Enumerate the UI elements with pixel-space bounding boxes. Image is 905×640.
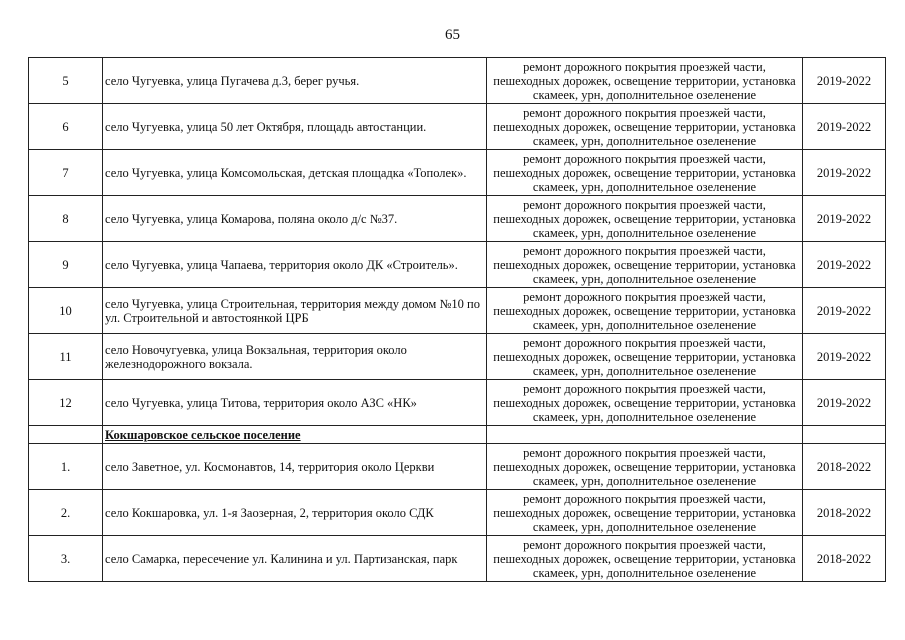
row-address: село Чугуевка, улица Пугачева д.3, берег ручья. bbox=[103, 58, 487, 104]
row-number: 11 bbox=[29, 334, 103, 380]
row-work: ремонт дорожного покрытия проезжей части, пешеходных дорожек, освещение территории, установка скамеек, урн, дополнительное озеленение bbox=[487, 490, 803, 536]
row-work: ремонт дорожного покрытия проезжей части, пешеходных дорожек, освещение территории, установка скамеек, урн, дополнительное озеленение bbox=[487, 444, 803, 490]
table-row bbox=[29, 242, 886, 288]
row-address: село Чугуевка, улица 50 лет Октября, площадь автостанции. bbox=[103, 104, 487, 150]
rows-block-a bbox=[29, 58, 886, 426]
row-work: ремонт дорожного покрытия проезжей части, пешеходных дорожек, освещение территории, установка скамеек, урн, дополнительное озеленение bbox=[487, 288, 803, 334]
row-period: 2018-2022 bbox=[803, 490, 886, 536]
row-number: 5 bbox=[29, 58, 103, 104]
row-address: село Чугуевка, улица Титова, территория около АЗС «НК» bbox=[103, 380, 487, 426]
row-address: село Новочугуевка, улица Вокзальная, территория около железнодорожного вокзала. bbox=[103, 334, 487, 380]
row-number: 10 bbox=[29, 288, 103, 334]
section-row bbox=[29, 426, 886, 444]
row-number: 12 bbox=[29, 380, 103, 426]
table-row bbox=[29, 444, 886, 490]
row-work: ремонт дорожного покрытия проезжей части, пешеходных дорожек, освещение территории, установка скамеек, урн, дополнительное озеленение bbox=[487, 536, 803, 582]
row-number: 7 bbox=[29, 150, 103, 196]
row-address: село Чугуевка, улица Чапаева, территория около ДК «Строитель». bbox=[103, 242, 487, 288]
table-row bbox=[29, 536, 886, 582]
row-work: ремонт дорожного покрытия проезжей части, пешеходных дорожек, освещение территории, установка скамеек, урн, дополнительное озеленение bbox=[487, 334, 803, 380]
row-number: 8 bbox=[29, 196, 103, 242]
page-number: 65 bbox=[445, 27, 460, 43]
row-period: 2018-2022 bbox=[803, 536, 886, 582]
row-address: село Чугуевка, улица Комсомольская, детская площадка «Тополек». bbox=[103, 150, 487, 196]
row-work: ремонт дорожного покрытия проезжей части, пешеходных дорожек, освещение территории, установка скамеек, урн, дополнительное озеленение bbox=[487, 58, 803, 104]
table-row bbox=[29, 334, 886, 380]
section-number-cell bbox=[29, 426, 103, 444]
row-address: село Чугуевка, улица Комарова, поляна около д/с №37. bbox=[103, 196, 487, 242]
table-row bbox=[29, 196, 886, 242]
row-period: 2019-2022 bbox=[803, 334, 886, 380]
row-work: ремонт дорожного покрытия проезжей части, пешеходных дорожек, освещение территории, установка скамеек, урн, дополнительное озеленение bbox=[487, 380, 803, 426]
table-row bbox=[29, 150, 886, 196]
section-title: Кокшаровское сельское поселение bbox=[103, 426, 487, 444]
table-row bbox=[29, 380, 886, 426]
row-address: село Самарка, пересечение ул. Калинина и ул. Партизанская, парк bbox=[103, 536, 487, 582]
section-work-cell bbox=[487, 426, 803, 444]
row-period: 2019-2022 bbox=[803, 380, 886, 426]
row-period: 2019-2022 bbox=[803, 150, 886, 196]
row-period: 2019-2022 bbox=[803, 242, 886, 288]
row-work: ремонт дорожного покрытия проезжей части, пешеходных дорожек, освещение территории, установка скамеек, урн, дополнительное озеленение bbox=[487, 104, 803, 150]
row-number: 9 bbox=[29, 242, 103, 288]
row-address: село Кокшаровка, ул. 1-я Заозерная, 2, территория около СДК bbox=[103, 490, 487, 536]
row-number: 2. bbox=[29, 490, 103, 536]
row-address: село Заветное, ул. Космонавтов, 14, территория около Церкви bbox=[103, 444, 487, 490]
section-period-cell bbox=[803, 426, 886, 444]
row-address: село Чугуевка, улица Строительная, территория между домом №10 по ул. Строительной и автостоянкой ЦРБ bbox=[103, 288, 487, 334]
table-row bbox=[29, 104, 886, 150]
table-row bbox=[29, 490, 886, 536]
row-number: 6 bbox=[29, 104, 103, 150]
improvement-table bbox=[28, 57, 886, 582]
row-period: 2018-2022 bbox=[803, 444, 886, 490]
row-period: 2019-2022 bbox=[803, 196, 886, 242]
table-row bbox=[29, 58, 886, 104]
table-row bbox=[29, 288, 886, 334]
row-period: 2019-2022 bbox=[803, 288, 886, 334]
row-number: 1. bbox=[29, 444, 103, 490]
row-work: ремонт дорожного покрытия проезжей части, пешеходных дорожек, освещение территории, установка скамеек, урн, дополнительное озеленение bbox=[487, 242, 803, 288]
row-number: 3. bbox=[29, 536, 103, 582]
row-period: 2019-2022 bbox=[803, 58, 886, 104]
row-period: 2019-2022 bbox=[803, 104, 886, 150]
section-kokshar bbox=[29, 426, 886, 582]
row-work: ремонт дорожного покрытия проезжей части, пешеходных дорожек, освещение территории, установка скамеек, урн, дополнительное озеленение bbox=[487, 196, 803, 242]
row-work: ремонт дорожного покрытия проезжей части, пешеходных дорожек, освещение территории, установка скамеек, урн, дополнительное озеленение bbox=[487, 150, 803, 196]
